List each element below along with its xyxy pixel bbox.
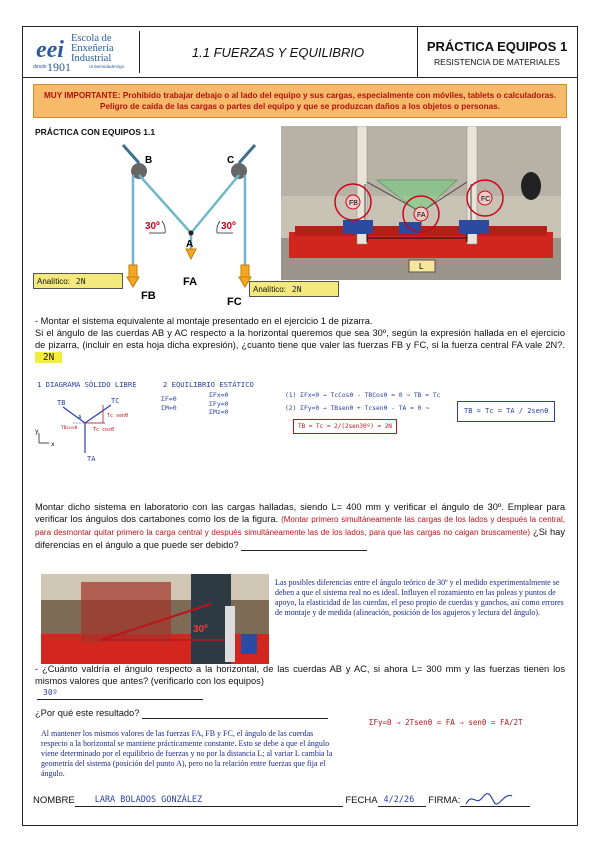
photo-l-label: L (419, 262, 424, 271)
practice-title: PRÁCTICA EQUIPOS 1 (426, 39, 568, 54)
school-logo (27, 31, 140, 73)
point-b-label: B (145, 155, 153, 166)
date-label: FECHA (345, 795, 378, 806)
q1-line-1: - Montar el sistema equivalente al montaje presentado en el ejercicio 1 de pizarra. (35, 316, 373, 326)
section-title: PRÁCTICA CON EQUIPOS 1.1 (35, 127, 156, 137)
q3-formula: ΣFy=0 ⇒ 2Tsenθ = FA ⇒ senθ = FA/2T (369, 718, 523, 727)
date-value: 4/2/26 (383, 795, 415, 805)
force-diagram (103, 137, 273, 312)
logo-line-3: Industrial (71, 53, 112, 64)
logo-university: UniversidadeVigo (89, 64, 125, 69)
q3-why-label: ¿Por qué este resultado? (35, 708, 140, 718)
date-field[interactable] (378, 796, 426, 807)
force-fa-label: FA (183, 276, 198, 288)
signature-scribble-icon (464, 790, 514, 808)
worksheet-page (22, 26, 578, 826)
signature-label: FIRMA: (428, 795, 461, 806)
q2-handwritten-answer: Las posibles diferencias entre el ángulo teórico de 30º y el medido experimentalmente se deben a que el sistema real no es ideal. Influyen el rozamiento en las poleas y puntos de apoyo, la elasticidad de las cuerdas, el peso propio de cuerdas y ganchos, así como errores de montaje y de medida (alineación, posición de los agujeros y lectura del ángulo). (275, 578, 564, 617)
q3-handwritten-answer: Al mantener los mismos valores de las fuerzas FA, FB y FC, el ángulo de las cuerdas respecto a la horizontal se mantiene prácticamente constante. Esto se debe a que el ángulo viene determinado por el equilibrio de fuerzas y no por la distancia L; al variar L cambia la geometría del sistema (posición del punto A), pero no la relación entre fuerzas que fija el ángulo. (41, 729, 333, 778)
eq-fy: ΣFy=0 (209, 399, 229, 408)
fbd-axis-x: x (51, 441, 55, 448)
point-a-label: A (186, 239, 194, 250)
eq-sum-f: ΣF=0 (161, 395, 177, 403)
document-title: 1.1 FUERZAS Y EQUILIBRIO (139, 27, 418, 77)
fbd-ta: TA (87, 455, 96, 463)
fbd-axis-y: y (35, 428, 39, 435)
force-fb-label: FB (141, 290, 156, 302)
analytic-box-right (249, 281, 339, 297)
q3-text: - ¿Cuánto valdría el ángulo respecto a la horizontal, de las cuerdas AB y AC, si ahora L= 300 mm y las fuerzas tienen los mismos valores que antes? (verificarlo con los equipos) (35, 664, 565, 686)
analytic-box-left (33, 273, 123, 289)
work-eq-title: 2 EQUILIBRIO ESTÁTICO (163, 380, 254, 389)
logo-line-1: Escola de (71, 33, 112, 44)
q3-answer: 30º (37, 687, 203, 700)
equilibrium-equations (161, 395, 177, 413)
eq-mz: ΣMz=0 (209, 408, 229, 416)
subject-name: RESISTENCIA DE MATERIALES (434, 57, 560, 67)
warning-label: MUY IMPORTANTE: (43, 91, 121, 100)
signature-field[interactable] (460, 796, 530, 807)
q2-text: Montar dicho sistema en laboratorio con las cargas halladas, siendo L= 400 mm y verificar el ángulo de 30º. Emplear para verificar los ángulos dos cartabones como los de la figura. (35, 502, 565, 524)
equipment-photo (281, 126, 561, 280)
svg-text:eei: eei (36, 37, 64, 63)
question-1 (35, 315, 565, 364)
free-body-diagram (33, 393, 153, 463)
analytic-value: 2N (75, 276, 86, 286)
work-dsl-title: 1 DIAGRAMA SÓLIDO LIBRE (37, 380, 137, 389)
photo-fb-label: FB (349, 200, 358, 207)
q1-answer: 2N (35, 352, 62, 363)
fbd-tc: TC (111, 397, 120, 405)
q1-line-2: Si el ángulo de las cuerdas AB y AC respecto a la horizontal queremos que sea 30º, según la expresión hallada en el ejercicio de pizarra, (incluir en esta hoja dicha expresión), ¿cuanto tiene que valer las fuerzas FB y FC, si la fuerza central FA vale 2N?. (35, 328, 565, 350)
fbd-tb: TB (57, 399, 66, 407)
lab-verification-photo (41, 574, 269, 664)
photo-fc-label: FC (481, 196, 491, 203)
warning-text: Prohibido trabajar debajo o al lado del equipo y sus cargas, especialmente con móviles, tablets o calculadoras. Peligro de caída de las cargas o partes del equipo y que se produzcan daños a los objetos o personas. (100, 91, 557, 111)
practice-info (417, 27, 577, 77)
safety-warning (33, 84, 567, 118)
logo-line-2: Enxeñería (71, 43, 114, 54)
eq-sum-m: ΣM=0 (161, 404, 177, 412)
logo-since: desde (33, 64, 47, 70)
fbd-tc-sen: Tc senθ (107, 413, 129, 419)
question-3 (35, 663, 565, 687)
header (23, 27, 577, 78)
angle-right-label: 30º (221, 221, 236, 232)
equilibrium-components (209, 391, 229, 417)
photo2-angle-label: 30º (193, 624, 208, 635)
eq-fx: ΣFx=0 (209, 391, 229, 399)
q2-warning: (Montar primero simultáneamente las cargas de los lados y después la central, para desmontar quitar primero la carga central y después simultáneamente las de los lados, para que las cargas no caigan bruscamente) (35, 515, 565, 537)
analytic-label: Analítico: (253, 284, 286, 294)
photo-fa-label: FA (417, 212, 426, 219)
boxed-result-general: TB = Tc = TA / 2senθ (457, 401, 555, 422)
force-fc-label: FC (227, 296, 242, 308)
name-field[interactable] (75, 796, 343, 807)
q3-why (35, 707, 328, 719)
fbd-a: A (78, 414, 82, 421)
point-c-label: C (227, 155, 235, 166)
name-value: LARA BOLADOS GONZÁLEZ (94, 795, 203, 805)
analytic-label: Analítico: (37, 276, 70, 286)
eq-line-1: (1) ΣFx=0 → TcCosθ - TBCosθ = 0 ⇒ TB = Tc (285, 392, 441, 399)
eq-line-2: (2) ΣFy=0 → TBsenθ + Tcsenθ - TA = 0 ⇒ (285, 405, 430, 412)
name-label: NOMBRE (33, 795, 75, 806)
q2-answer-line (241, 540, 367, 551)
q2-question: ¿Si hay diferencias en el ángulo a que puede ser debido? (35, 527, 565, 550)
signature-footer (33, 795, 573, 807)
boxed-result-small: TB = Tc = 2/(2sen30º) = 2N (293, 419, 397, 434)
fbd-tb-cos: TBcosθ (61, 426, 78, 431)
solution-lines (285, 389, 440, 415)
angle-left-label: 30º (145, 221, 160, 232)
logo-year: 1901 (47, 60, 71, 74)
analytic-value: 2N (291, 284, 302, 294)
logo-text (71, 34, 114, 64)
fbd-tc-cos: Tc cosθ (93, 427, 115, 433)
question-2 (35, 501, 565, 551)
q3-why-line (142, 708, 328, 719)
